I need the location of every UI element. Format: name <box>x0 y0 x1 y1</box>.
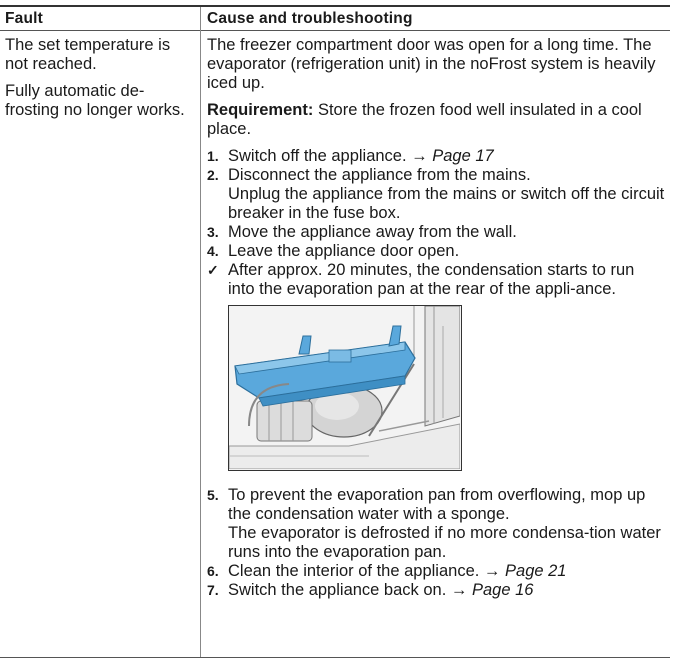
step-text: Move the appliance away from the wall. <box>228 223 517 241</box>
step-1 <box>207 147 665 166</box>
step-number: 4. <box>207 243 219 259</box>
header-fault: Fault <box>5 10 44 27</box>
step-number: 3. <box>207 224 219 240</box>
step-5 <box>207 486 665 524</box>
step-text: Disconnect the appliance from the mains. <box>228 166 531 184</box>
requirement-label: Requirement: <box>207 101 314 119</box>
step-text: Switch off the appliance. <box>228 147 407 165</box>
step-text: After approx. 20 minutes, the condensation starts to run into the evaporation pan at the rear of the appli-ance. <box>228 261 635 298</box>
fault-line: Fully automatic de-frosting no longer works. <box>5 82 185 119</box>
step-number: 7. <box>207 582 219 598</box>
step-4 <box>207 242 665 261</box>
column-divider <box>200 7 201 657</box>
table-header-rule <box>0 30 670 31</box>
step-text: Leave the appliance door open. <box>228 242 460 260</box>
step-result <box>207 261 665 299</box>
step-7 <box>207 581 665 600</box>
step-2 <box>207 166 665 185</box>
step-number: 5. <box>207 487 219 503</box>
cause-intro: The freezer compartment door was open for a long time. The evaporator (refrigeration unit) in the noFrost system is heavily iced up. <box>207 36 656 92</box>
page-reference-link[interactable]: → Page 17 <box>411 147 494 165</box>
evaporation-pan-drawing <box>229 306 460 469</box>
step-3 <box>207 223 665 242</box>
check-icon: ✓ <box>207 262 219 278</box>
step-5-detail: The evaporator is defrosted if no more condensa-tion water runs into the evaporation pan. <box>228 524 661 561</box>
step-number: 1. <box>207 148 219 164</box>
step-2-detail: Unplug the appliance from the mains or switch off the circuit breaker in the fuse box. <box>228 185 665 222</box>
step-6 <box>207 562 665 581</box>
requirement <box>207 101 665 139</box>
page-reference-link[interactable]: → Page 21 <box>483 562 567 580</box>
page-reference-link[interactable]: → Page 16 <box>450 581 534 599</box>
step-number: 6. <box>207 563 219 579</box>
requirement-text: Store the frozen food well insulated in a cool place. <box>207 101 642 138</box>
fault-line: The set temperature is not reached. <box>5 36 171 73</box>
step-text: Clean the interior of the appliance. <box>228 562 480 580</box>
cause-column <box>207 36 665 600</box>
table-top-rule <box>0 5 670 7</box>
step-number: 2. <box>207 167 219 183</box>
fault-column <box>5 36 197 128</box>
header-cause: Cause and troubleshooting <box>207 10 413 27</box>
step-text: To prevent the evaporation pan from overflowing, mop up the condensation water with a sponge. <box>228 486 646 523</box>
evaporation-pan-illustration <box>228 305 462 471</box>
step-text: Switch the appliance back on. <box>228 581 447 599</box>
